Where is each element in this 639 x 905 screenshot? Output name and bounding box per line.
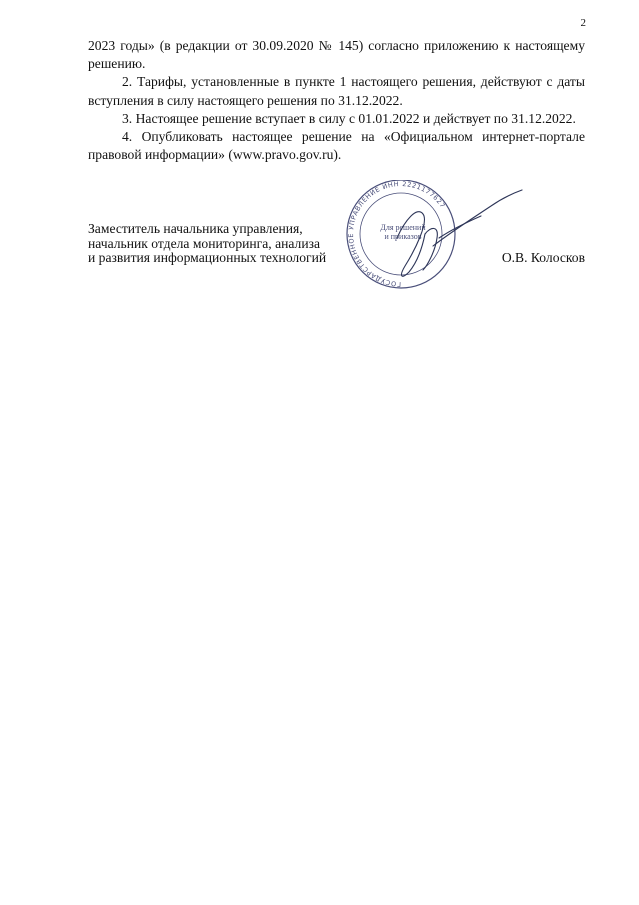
- signer-title: [88, 222, 326, 266]
- paragraph-continuation: 2023 годы» (в редакции от 30.09.2020 № 145) согласно приложению к настоящему решению.: [88, 38, 585, 72]
- signer-name: О.В. Колосков: [501, 250, 585, 265]
- signature-block: [88, 222, 585, 292]
- stamp-center-line-1: Для решений: [380, 223, 426, 232]
- paragraph-item-3: 3. Настоящее решение вступает в силу с 01.01.2022 и действует по 31.12.2022.: [122, 110, 576, 126]
- document-body: [88, 37, 585, 164]
- page-number: 2: [580, 17, 586, 29]
- signer-title-line-3: и развития информационных технологий: [88, 250, 327, 265]
- signer-title-line-1: Заместитель начальника управления,: [88, 221, 303, 236]
- signer-title-line-2: начальник отдела мониторинга, анализа: [88, 235, 321, 251]
- paragraph-item-4: 4. Опубликовать настоящее решение на «Официальном интернет-портале правовой информации» (www.pravo.gov.ru).: [88, 129, 585, 163]
- stamp-center-line-2: и приказов: [384, 232, 422, 241]
- stamp-ring-text: ГОСУДАРСТВЕННОЕ УПРАВЛЕНИЕ ИНН 2221177627: [347, 180, 447, 289]
- paragraph-item-2: 2. Тарифы, установленные в пункте 1 настоящего решения, действуют с даты вступления в силу настоящего решения по 31.12.2022.: [88, 74, 585, 108]
